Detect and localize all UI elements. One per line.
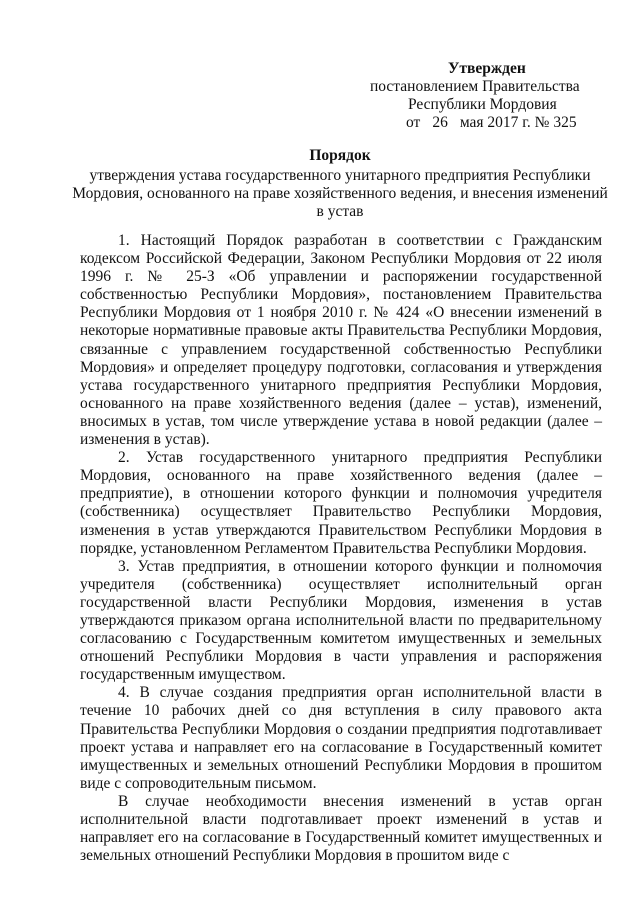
approval-number: 325 <box>553 114 577 131</box>
approval-date-prefix: от <box>406 114 421 131</box>
document-heading <box>70 147 610 221</box>
paragraph-4: 4. В случае создания предприятия орган исполнительной власти в течение 10 рабочих дней со дня вступления в силу правового акта Правительства Республики Мордовия о создании предприятия подготавливает проект устава и направляет его на согласование в Государственный комитет имущественных и земельных отношений Республики Мордовия в прошитом виде с сопроводительным письмом. <box>80 684 602 792</box>
approval-line-2: Республики Мордовия <box>408 96 557 113</box>
document-title: Порядок <box>309 147 371 164</box>
paragraph-5: В случае необходимости внесения изменений в устав орган исполнительной власти подготавливает проект изменений в устав и направляет его на согласование в Государственный комитет имущественных и земельных отношений Республики Мордовия в прошитом виде с <box>80 792 602 865</box>
approval-month-year: мая 2017 г. № <box>459 114 550 131</box>
approval-title: Утвержден <box>448 60 526 77</box>
paragraph-2: 2. Устав государственного унитарного предприятия Республики Мордовия, основанного на праве хозяйственного ведения (далее – предприятие), в отношении которого функции и полномочия учредителя (собственника) осуществляет Правительство Республики Мордовия, изменения в устав утверждаются Правительством Республики Мордовия в порядке, установленном Регламентом Правительства Республики Мордовия. <box>80 449 602 557</box>
approval-line-1: постановлением Правительства <box>370 78 580 95</box>
paragraph-1: 1. Настоящий Порядок разработан в соответствии с Гражданским кодексом Российской Федерации, Законом Республики Мордовия от 22 июля 1996 г. № 25-З «Об управлении и распоряжении государственной собственностью Республики Мордовия», постановлением Правительства Республики Мордовия от 1 ноября 2010 г. № 424 «О внесении изменений в некоторые нормативные правовые акты Правительства Республики Мордовия, связанные с управлением государственной собственностью Республики Мордовия» и определяет процедуру подготовки, согласования и утверждения устава государственного унитарного предприятия Республики Мордовия, основанного на праве хозяйственного ведения (далее – устав), изменений, вносимых в устав, том числе утверждение устава в новой редакции (далее – изменения в устав). <box>80 232 602 449</box>
approval-date-line <box>370 114 600 132</box>
approval-day: 26 <box>432 114 448 131</box>
paragraph-3: 3. Устав предприятия, в отношении которого функции и полномочия учредителя (собственника) осуществляет исполнительный орган государственной власти Республики Мордовия, изменения в устав утверждаются приказом органа исполнительной власти по предварительному согласованию с Государственным комитетом имущественных и земельных отношений Республики Мордовия в части управления и распоряжения государственным имуществом. <box>80 557 602 684</box>
document-body <box>80 232 602 865</box>
document-subtitle: утверждения устава государственного унитарного предприятия Республики Мордовия, основанного на праве хозяйственного ведения, и внесения изменений в устав <box>72 167 608 220</box>
approval-stamp <box>370 60 600 132</box>
